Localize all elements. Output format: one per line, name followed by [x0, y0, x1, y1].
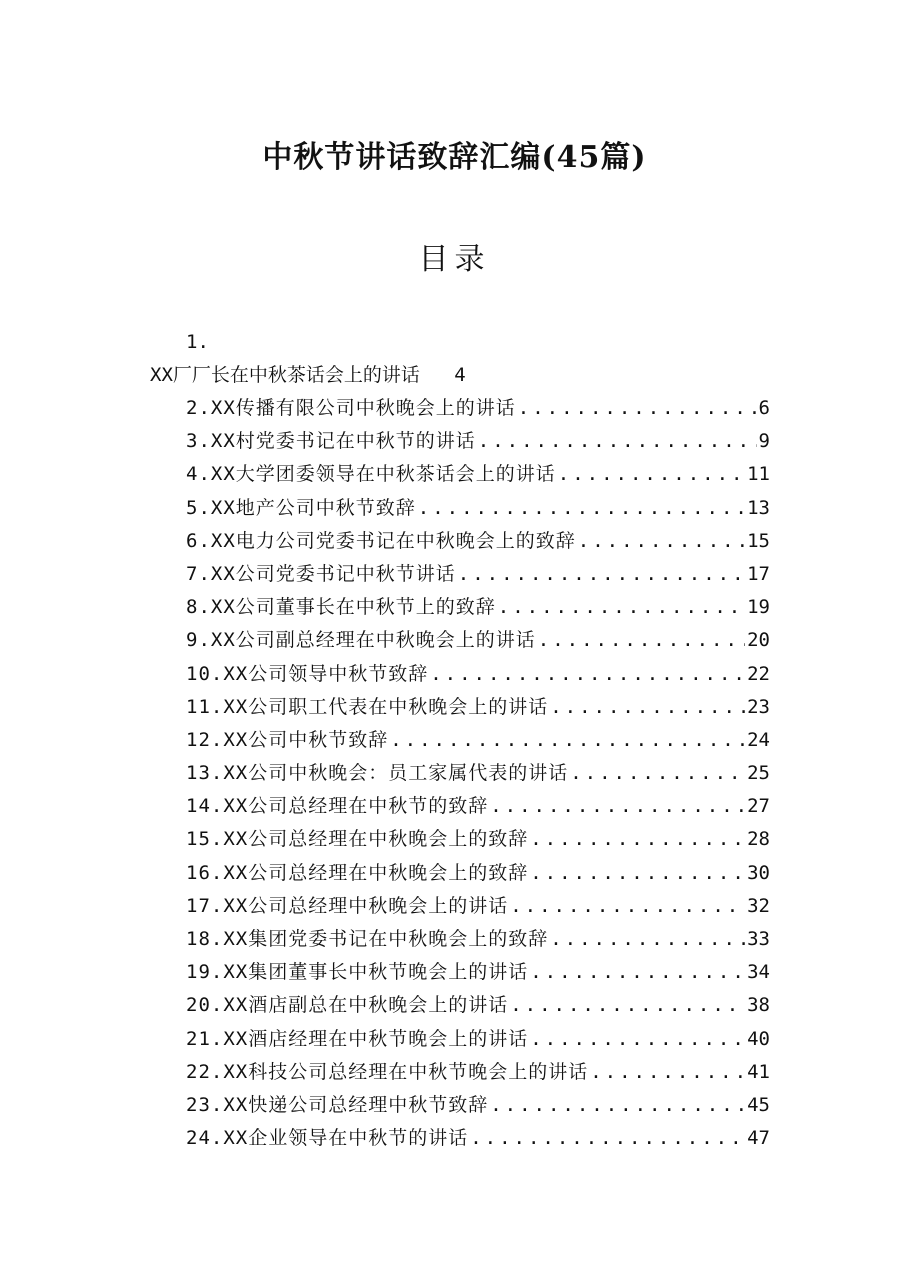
- toc-dot-leader: [550, 691, 745, 724]
- toc-entry[interactable]: [186, 425, 770, 458]
- toc-entry-text: 20.XX酒店副总在中秋晚会上的讲话: [186, 994, 509, 1017]
- toc-entry-text: 4.XX大学团委领导在中秋茶话会上的讲话: [186, 463, 556, 486]
- toc-entry-page-number: 45: [747, 1093, 770, 1116]
- toc-entry-page-number: 34: [747, 961, 770, 984]
- toc-entry-page-number: 38: [747, 994, 770, 1017]
- toc-entry-page-number: 15: [747, 529, 770, 552]
- toc-entry-text: 8.XX公司董事长在中秋节上的致辞: [186, 596, 496, 619]
- toc-dot-leader: [530, 857, 745, 890]
- toc-first-entry[interactable]: [150, 326, 466, 392]
- toc-first-entry-line: [150, 359, 466, 392]
- toc-entry-text: 18.XX集团党委书记在中秋晚会上的致辞: [186, 928, 549, 950]
- toc-dot-leader: [570, 757, 745, 790]
- toc-dot-leader: [470, 1122, 745, 1155]
- toc-entry-text: 22.XX科技公司总经理在中秋节晚会上的讲话: [186, 1060, 589, 1083]
- toc-entry[interactable]: [186, 890, 770, 923]
- toc-dot-leader: [510, 989, 745, 1022]
- toc-entry-page-number: 41: [747, 1060, 770, 1083]
- toc-dot-leader: [510, 890, 745, 923]
- toc-dot-leader: [498, 591, 745, 624]
- toc-entry-text: 24.XX企业领导在中秋节的讲话: [186, 1127, 469, 1150]
- toc-entry-text: 9.XX公司副总经理在中秋晚会上的讲话: [186, 629, 536, 652]
- toc-dot-leader: [478, 425, 757, 458]
- toc-entry-text: 3.XX村党委书记在中秋节的讲话: [186, 430, 476, 453]
- toc-entry-page-number: 33: [747, 928, 770, 950]
- toc-entry[interactable]: [186, 956, 770, 989]
- toc-entry[interactable]: [186, 624, 770, 657]
- toc-entry-text: 17.XX公司总经理中秋晚会上的讲话: [186, 894, 509, 917]
- toc-entry-text: 2.XX传播有限公司中秋晚会上的讲话: [186, 397, 516, 419]
- toc-entry[interactable]: [186, 392, 770, 425]
- toc-heading: 目录: [418, 242, 491, 277]
- toc-entry[interactable]: [186, 1023, 770, 1056]
- toc-entry[interactable]: [186, 757, 770, 790]
- toc-dot-leader: [550, 923, 745, 956]
- toc-entry[interactable]: [186, 1089, 770, 1122]
- toc-dot-leader: [530, 956, 745, 989]
- toc-dot-leader: [418, 492, 745, 525]
- toc-entry-text: 7.XX公司党委书记中秋节讲话: [186, 562, 456, 585]
- toc-entry-page-number: 9: [758, 430, 770, 453]
- toc-dot-leader: [430, 658, 745, 691]
- toc-entry-text: 10.XX公司领导中秋节致辞: [186, 662, 429, 685]
- toc-dot-leader: [458, 558, 745, 591]
- toc-entry[interactable]: [186, 989, 770, 1022]
- toc-entry-page-number: 19: [747, 596, 770, 619]
- toc-entry[interactable]: [186, 1056, 770, 1089]
- toc-entry-text: 16.XX公司总经理在中秋晚会上的致辞: [186, 861, 529, 884]
- toc-entry-text: 15.XX公司总经理在中秋晚会上的致辞: [186, 828, 529, 851]
- toc-entry[interactable]: [186, 1122, 770, 1155]
- toc-dot-leader: [530, 1023, 745, 1056]
- toc-entry-page-number: 11: [747, 463, 770, 486]
- toc-first-entry-number: 1.: [186, 331, 209, 353]
- toc-entry[interactable]: [186, 857, 770, 890]
- toc-entry-page-number: 24: [747, 728, 770, 751]
- toc-entry-text: 14.XX公司总经理在中秋节的致辞: [186, 795, 489, 818]
- toc-entry[interactable]: [186, 790, 770, 823]
- toc-entry-text: 13.XX公司中秋晚会：员工家属代表的讲话: [186, 762, 569, 785]
- toc-entry-text: 6.XX电力公司党委书记在中秋晚会上的致辞: [186, 529, 576, 552]
- toc-dot-leader: [558, 458, 745, 491]
- toc-entry[interactable]: [186, 823, 770, 856]
- toc-entry-page-number: 6: [758, 397, 770, 419]
- toc-entry[interactable]: [186, 458, 770, 491]
- toc-entry-page-number: 23: [747, 695, 770, 718]
- toc-dot-leader: [590, 1056, 745, 1089]
- toc-entry-page-number: 30: [747, 861, 770, 884]
- toc-entry-page-number: 47: [747, 1127, 770, 1150]
- toc-first-entry-page: 4: [454, 364, 466, 386]
- toc-entry-text: 5.XX地产公司中秋节致辞: [186, 496, 416, 519]
- toc-entry-text: 11.XX公司职工代表在中秋晚会上的讲话: [186, 695, 549, 718]
- toc-entry-text: 12.XX公司中秋节致辞: [186, 728, 389, 751]
- toc-entry-page-number: 28: [747, 828, 770, 851]
- toc-entry-text: 23.XX快递公司总经理中秋节致辞: [186, 1093, 489, 1116]
- toc-entry[interactable]: [186, 658, 770, 691]
- toc-dot-leader: [490, 790, 745, 823]
- toc-entry[interactable]: [186, 591, 770, 624]
- toc-dot-leader: [390, 724, 745, 757]
- toc-entry-page-number: 27: [747, 795, 770, 818]
- toc-first-entry-text: XX厂厂长在中秋茶话会上的讲话: [150, 364, 420, 386]
- toc-entry[interactable]: [186, 492, 770, 525]
- document-title: 中秋节讲话致辞汇编(45篇): [262, 140, 647, 175]
- toc-entry-page-number: 25: [747, 762, 770, 785]
- toc-entry[interactable]: [186, 525, 770, 558]
- toc-entry-page-number: 22: [747, 662, 770, 685]
- toc-entry-page-number: 17: [747, 562, 770, 585]
- toc-entry-text: 21.XX酒店经理在中秋节晚会上的讲话: [186, 1027, 529, 1050]
- toc-dot-leader: [530, 823, 745, 856]
- toc-dot-leader: [578, 525, 745, 558]
- toc-dot-leader: [538, 624, 745, 657]
- toc-entry-page-number: 32: [747, 894, 770, 917]
- toc-entry[interactable]: [186, 923, 770, 956]
- toc-entry-text: 19.XX集团董事长中秋节晚会上的讲话: [186, 961, 529, 984]
- toc-entry-page-number: 13: [747, 496, 770, 519]
- toc-entry-page-number: 40: [747, 1027, 770, 1050]
- toc-dot-leader: [490, 1089, 745, 1122]
- toc-dot-leader: [518, 392, 757, 425]
- toc-entry[interactable]: [186, 691, 770, 724]
- toc-entry-page-number: 20: [747, 629, 770, 652]
- toc-list: [186, 392, 770, 1155]
- toc-entry[interactable]: [186, 724, 770, 757]
- toc-entry[interactable]: [186, 558, 770, 591]
